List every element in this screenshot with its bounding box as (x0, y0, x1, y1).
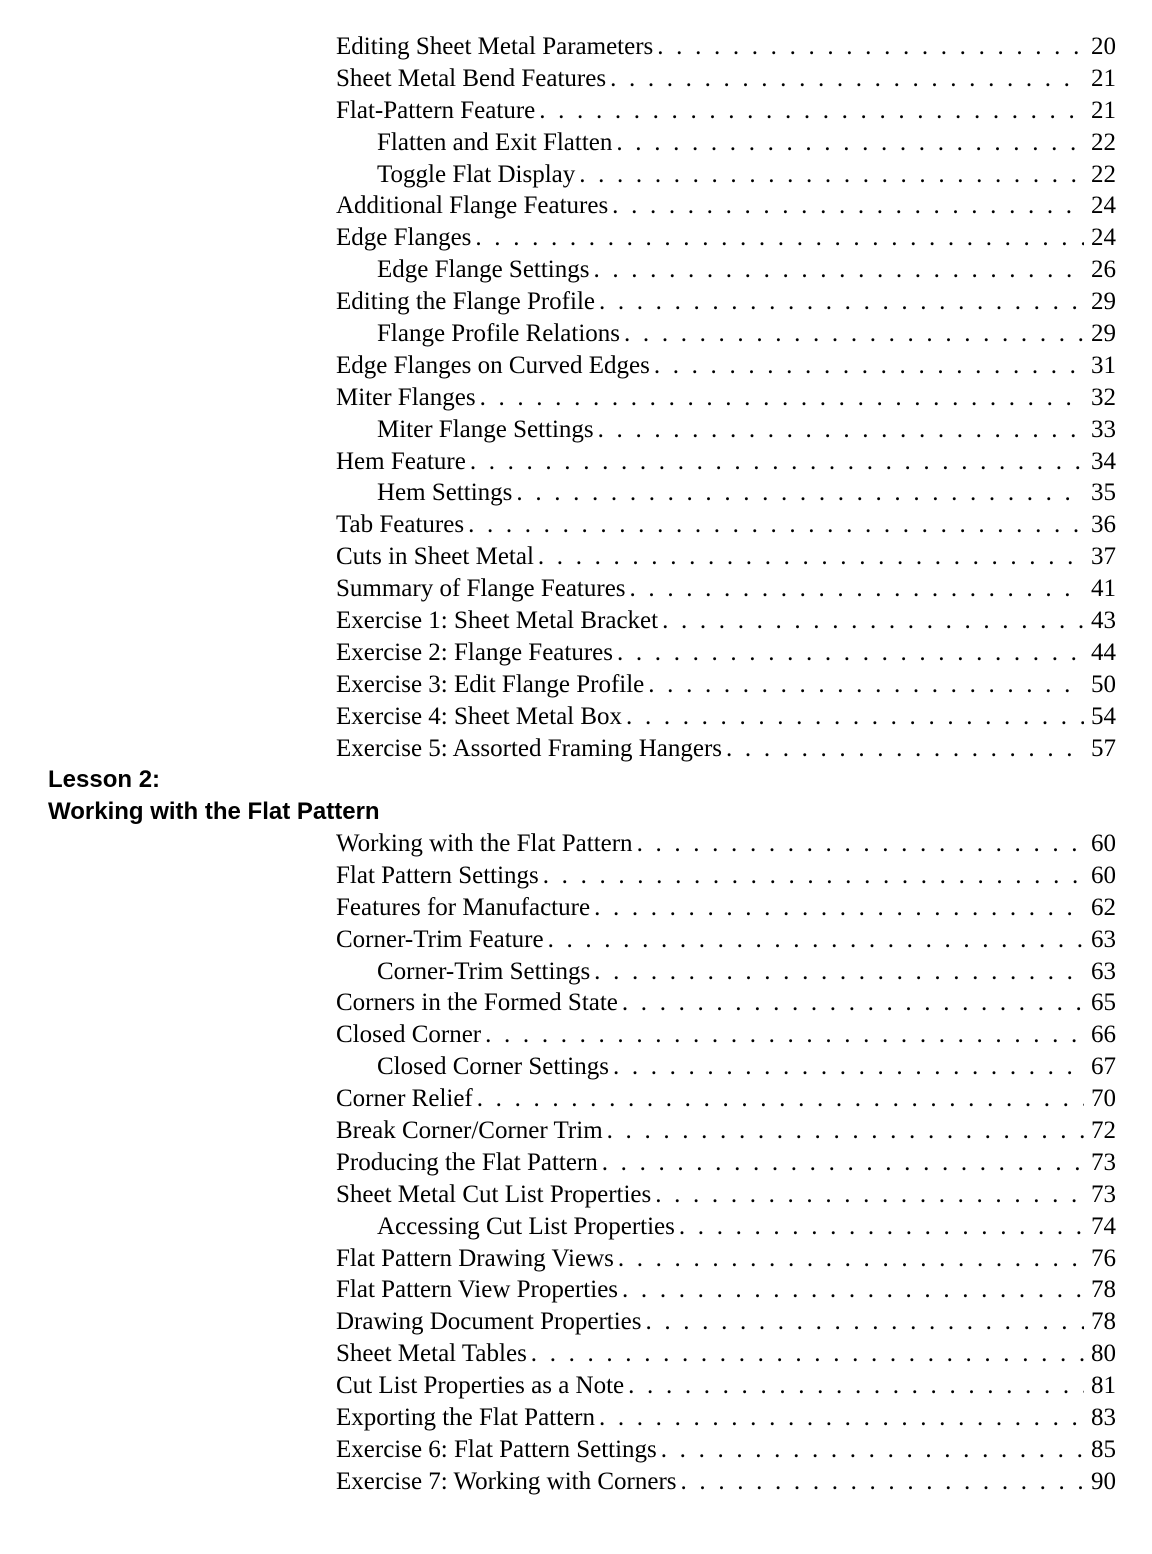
dot-leader (616, 129, 1084, 157)
toc-entry-page-number: 29 (1091, 320, 1116, 348)
toc-entry-page-number: 33 (1091, 415, 1116, 443)
toc-entry[interactable] (336, 1468, 1116, 1500)
toc-entry-page-number: 26 (1091, 256, 1116, 284)
toc-entry-title: Toggle Flat Display (377, 160, 576, 188)
toc-entry[interactable] (336, 129, 1116, 161)
toc-entry[interactable] (336, 288, 1116, 320)
toc-entry[interactable] (336, 639, 1116, 671)
toc-entry[interactable] (336, 416, 1116, 448)
dot-leader (637, 830, 1084, 858)
toc-entry[interactable] (336, 1404, 1116, 1436)
toc-entry-title: Cut List Properties as a Note (336, 1372, 625, 1400)
toc-section-lesson1 (336, 33, 1116, 766)
lesson-label: Lesson 2: (48, 766, 161, 793)
toc-entry[interactable] (336, 894, 1116, 926)
toc-entry-page-number: 29 (1091, 288, 1116, 316)
toc-entry-title: Features for Manufacture (336, 893, 591, 921)
toc-entry-page-number: 78 (1091, 1308, 1116, 1336)
toc-entry[interactable] (336, 256, 1116, 288)
toc-entry-page-number: 54 (1091, 702, 1116, 730)
dot-leader (617, 639, 1084, 667)
toc-entry-title: Exercise 7: Working with Corners (336, 1467, 677, 1495)
toc-entry-title: Exercise 2: Flange Features (336, 638, 613, 666)
toc-entry[interactable] (336, 1085, 1116, 1117)
toc-entry-title: Flat-Pattern Feature (336, 96, 536, 124)
toc-entry[interactable] (336, 192, 1116, 224)
toc-entry[interactable] (336, 830, 1116, 862)
toc-entry[interactable] (336, 607, 1116, 639)
lesson-title: Working with the Flat Pattern (48, 798, 380, 825)
toc-entry[interactable] (336, 1308, 1116, 1340)
toc-entry-page-number: 80 (1091, 1340, 1116, 1368)
dot-leader (531, 1340, 1084, 1368)
toc-entry-title: Corners in the Formed State (336, 989, 618, 1017)
dot-leader (599, 288, 1084, 316)
dot-leader (468, 511, 1084, 539)
toc-entry-page-number: 37 (1091, 543, 1116, 571)
toc-entry[interactable] (336, 33, 1116, 65)
toc-entry-page-number: 60 (1091, 861, 1116, 889)
toc-entry-page-number: 57 (1091, 734, 1116, 762)
dot-leader (657, 33, 1084, 61)
toc-entry-page-number: 78 (1091, 1276, 1116, 1304)
dot-leader (612, 192, 1084, 220)
toc-entry-title: Exercise 1: Sheet Metal Bracket (336, 607, 659, 635)
toc-entry-page-number: 85 (1091, 1435, 1116, 1463)
toc-entry-title: Exercise 5: Assorted Framing Hangers (336, 734, 723, 762)
toc-entry[interactable] (336, 1117, 1116, 1149)
toc-entry-title: Accessing Cut List Properties (377, 1212, 675, 1240)
toc-entry-title: Edge Flange Settings (377, 256, 590, 284)
toc-entry-title: Sheet Metal Bend Features (336, 64, 607, 92)
toc-entry-page-number: 22 (1091, 128, 1116, 156)
toc-entry[interactable] (336, 511, 1116, 543)
toc-entry-page-number: 74 (1091, 1212, 1116, 1240)
toc-entry-title: Producing the Flat Pattern (336, 1148, 598, 1176)
toc-entry[interactable] (336, 1436, 1116, 1468)
toc-entry[interactable] (336, 735, 1116, 767)
toc-entry[interactable] (336, 926, 1116, 958)
toc-entry-title: Hem Feature (336, 447, 466, 475)
dot-leader (599, 1404, 1084, 1432)
dot-leader (618, 1245, 1084, 1273)
toc-entry[interactable] (336, 352, 1116, 384)
toc-entry[interactable] (336, 671, 1116, 703)
dot-leader (630, 575, 1084, 603)
toc-entry[interactable] (336, 479, 1116, 511)
dot-leader (679, 1213, 1084, 1241)
toc-entry[interactable] (336, 1181, 1116, 1213)
toc-entry-title: Hem Settings (377, 479, 513, 507)
toc-entry-page-number: 73 (1091, 1148, 1116, 1176)
toc-entry-page-number: 21 (1091, 96, 1116, 124)
dot-leader (470, 448, 1084, 476)
dot-leader (538, 543, 1084, 571)
dot-leader (594, 958, 1084, 986)
toc-entry[interactable] (336, 1245, 1116, 1277)
toc-entry-title: Flat Pattern View Properties (336, 1276, 619, 1304)
toc-entry[interactable] (336, 1053, 1116, 1085)
toc-entry-page-number: 20 (1091, 33, 1116, 60)
toc-entry-page-number: 63 (1091, 925, 1116, 953)
toc-entry[interactable] (336, 1213, 1116, 1245)
toc-entry[interactable] (336, 989, 1116, 1021)
lesson-heading (48, 764, 380, 828)
toc-entry[interactable] (336, 862, 1116, 894)
toc-entry[interactable] (336, 1340, 1116, 1372)
toc-entry-title: Edge Flanges on Curved Edges (336, 351, 650, 379)
toc-entry-page-number: 32 (1091, 383, 1116, 411)
dot-leader (516, 479, 1084, 507)
toc-entry-title: Closed Corner (336, 1021, 482, 1049)
dot-leader (594, 894, 1084, 922)
toc-entry-title: Working with the Flat Pattern (336, 830, 633, 857)
dot-leader (579, 161, 1084, 189)
toc-entry-title: Flatten and Exit Flatten (377, 128, 613, 156)
toc-entry-title: Exercise 6: Flat Pattern Settings (336, 1435, 657, 1463)
toc-entry-page-number: 60 (1091, 830, 1116, 857)
dot-leader (485, 1021, 1084, 1049)
dot-leader (613, 1053, 1084, 1081)
toc-entry[interactable] (336, 1372, 1116, 1404)
toc-entry-page-number: 22 (1091, 160, 1116, 188)
toc-entry-title: Corner Relief (336, 1085, 473, 1113)
dot-leader (628, 1372, 1084, 1400)
toc-entry-page-number: 63 (1091, 957, 1116, 985)
dot-leader (648, 671, 1084, 699)
toc-entry-title: Editing the Flange Profile (336, 288, 595, 316)
dot-leader (539, 97, 1084, 125)
toc-entry-title: Editing Sheet Metal Parameters (336, 33, 654, 60)
toc-entry-page-number: 81 (1091, 1372, 1116, 1400)
toc-entry-title: Exercise 4: Sheet Metal Box (336, 702, 623, 730)
toc-entry[interactable] (336, 543, 1116, 575)
toc-entry-title: Closed Corner Settings (377, 1053, 609, 1081)
toc-entry-page-number: 62 (1091, 893, 1116, 921)
toc-entry-title: Additional Flange Features (336, 192, 609, 220)
toc-entry[interactable] (336, 448, 1116, 480)
toc-entry-page-number: 44 (1091, 638, 1116, 666)
dot-leader (681, 1468, 1084, 1496)
toc-entry-page-number: 34 (1091, 447, 1116, 475)
toc-entry-page-number: 35 (1091, 479, 1116, 507)
toc-entry[interactable] (336, 320, 1116, 352)
dot-leader (662, 607, 1084, 635)
toc-entry-page-number: 43 (1091, 607, 1116, 635)
toc-entry[interactable] (336, 1021, 1116, 1053)
toc-entry-page-number: 90 (1091, 1467, 1116, 1495)
dot-leader (726, 735, 1084, 763)
toc-entry-page-number: 21 (1091, 64, 1116, 92)
toc-entry-title: Cuts in Sheet Metal (336, 543, 534, 571)
toc-entry-title: Corner-Trim Feature (336, 925, 544, 953)
toc-entry-title: Miter Flanges (336, 383, 476, 411)
dot-leader (622, 989, 1084, 1017)
toc-entry[interactable] (336, 161, 1116, 193)
toc-entry-page-number: 70 (1091, 1085, 1116, 1113)
dot-leader (626, 703, 1084, 731)
dot-leader (593, 256, 1084, 284)
dot-leader (655, 1181, 1084, 1209)
toc-entry-title: Exporting the Flat Pattern (336, 1404, 595, 1432)
toc-entry-page-number: 65 (1091, 989, 1116, 1017)
toc-entry-title: Tab Features (336, 511, 465, 539)
toc-entry-title: Sheet Metal Tables (336, 1340, 527, 1368)
toc-entry[interactable] (336, 1276, 1116, 1308)
dot-leader (548, 926, 1084, 954)
toc-entry[interactable] (336, 65, 1116, 97)
toc-entry-page-number: 50 (1091, 670, 1116, 698)
toc-entry[interactable] (336, 384, 1116, 416)
toc-entry[interactable] (336, 97, 1116, 129)
toc-entry-title: Corner-Trim Settings (377, 957, 591, 985)
dot-leader (543, 862, 1084, 890)
toc-entry-page-number: 66 (1091, 1021, 1116, 1049)
toc-entry-title: Flat Pattern Settings (336, 861, 539, 889)
toc-entry[interactable] (336, 958, 1116, 990)
toc-entry-title: Miter Flange Settings (377, 415, 594, 443)
toc-entry-page-number: 72 (1091, 1117, 1116, 1145)
dot-leader (598, 416, 1084, 444)
toc-entry[interactable] (336, 224, 1116, 256)
dot-leader (477, 1085, 1084, 1113)
toc-entry-title: Drawing Document Properties (336, 1308, 642, 1336)
toc-entry-title: Exercise 3: Edit Flange Profile (336, 670, 645, 698)
toc-entry-page-number: 73 (1091, 1180, 1116, 1208)
toc-section-lesson2 (336, 830, 1116, 1500)
toc-entry-title: Sheet Metal Cut List Properties (336, 1180, 652, 1208)
dot-leader (654, 352, 1084, 380)
dot-leader (607, 1117, 1084, 1145)
toc-entry[interactable] (336, 575, 1116, 607)
dot-leader (622, 1276, 1084, 1304)
toc-entry[interactable] (336, 703, 1116, 735)
toc-entry-title: Edge Flanges (336, 224, 472, 252)
dot-leader (661, 1436, 1084, 1464)
toc-entry-page-number: 36 (1091, 511, 1116, 539)
toc-entry-title: Break Corner/Corner Trim (336, 1117, 603, 1145)
dot-leader (624, 320, 1084, 348)
toc-entry-title: Flange Profile Relations (377, 320, 621, 348)
toc-entry-title: Summary of Flange Features (336, 575, 626, 603)
dot-leader (610, 65, 1084, 93)
toc-entry-page-number: 24 (1091, 192, 1116, 220)
toc-entry[interactable] (336, 1149, 1116, 1181)
toc-entry-page-number: 31 (1091, 351, 1116, 379)
toc-entry-page-number: 83 (1091, 1404, 1116, 1432)
toc-entry-title: Flat Pattern Drawing Views (336, 1244, 614, 1272)
dot-leader (475, 224, 1084, 252)
toc-entry-page-number: 24 (1091, 224, 1116, 252)
toc-entry-page-number: 76 (1091, 1244, 1116, 1272)
toc-entry-page-number: 67 (1091, 1053, 1116, 1081)
dot-leader (602, 1149, 1084, 1177)
toc-entry-page-number: 41 (1091, 575, 1116, 603)
dot-leader (480, 384, 1084, 412)
dot-leader (645, 1308, 1084, 1336)
